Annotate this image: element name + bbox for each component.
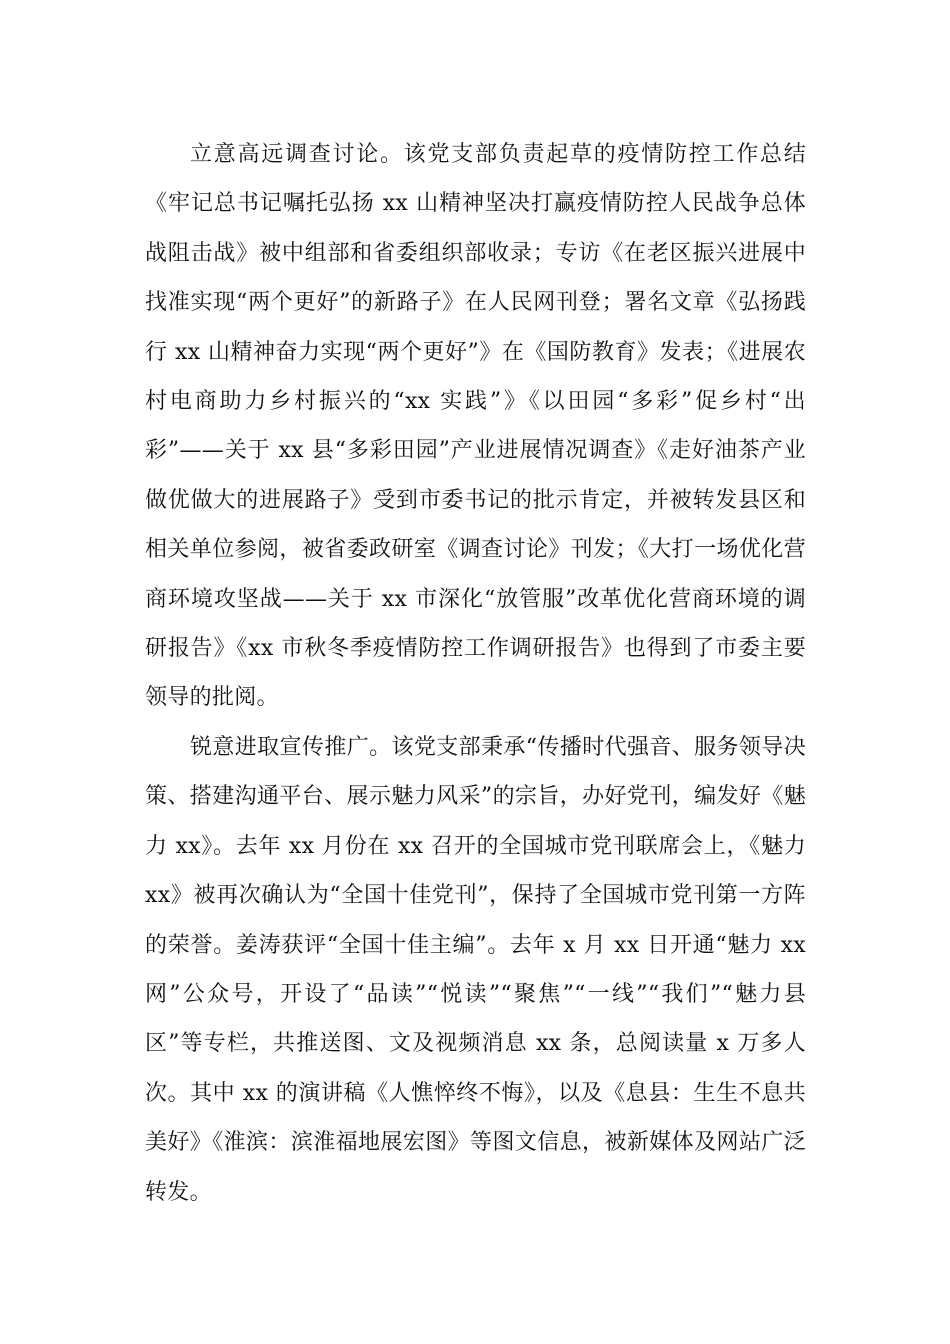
document-body (145, 130, 806, 1217)
paragraph-research: 立意高远调查讨论。该党支部负责起草的疫情防控工作总结《牢记总书记嘱托弘扬 xx 山精神坚决打赢疫情防控人民战争总体战阻击战》被中组部和省委组织部收录；专访《在老区振兴进展中找准实现“两个更好”的新路子》在人民网刊登；署名文章《弘扬践行 xx 山精神奋力实现“两个更好”》在《国防教育》发表；《进展农村电商助力乡村振兴的“xx 实践”》《以田园“多彩”促乡村“出彩”——关于 xx 县“多彩田园”产业进展情况调查》《走好油茶产业做优做大的进展路子》受到市委书记的批示肯定，并被转发县区和相关单位参阅，被省委政研室《调查讨论》刊发；《大打一场优化营商环境攻坚战——关于 xx 市深化“放管服”改革优化营商环境的调研报告》《xx 市秋冬季疫情防控工作调研报告》也得到了市委主要领导的批阅。 (145, 142, 806, 711)
paragraph-publicity: 锐意进取宣传推广。该党支部秉承“传播时代强音、服务领导决策、搭建沟通平台、展示魅力风采”的宗旨，办好党刊，编发好《魅力 xx》。去年 xx 月份在 xx 召开的全国城市党刊联席会上，《魅力 xx》被再次确认为“全国十佳党刊”，保持了全国城市党刊第一方阵的荣誉。姜涛获评“全国十佳主编”。去年 x 月 xx 日开通“魅力 xx 网”公众号，开设了“品读”“悦读”“聚焦”“一线”“我们”“魅力县区”等专栏，共推送图、文及视频消息 xx 条，总阅读量 x 万多人次。其中 xx 的演讲稿《人憔悴终不悔》，以及《息县：生生不息共美好》《淮滨：滨淮福地展宏图》等图文信息，被新媒体及网站广泛转发。 (145, 734, 806, 1205)
